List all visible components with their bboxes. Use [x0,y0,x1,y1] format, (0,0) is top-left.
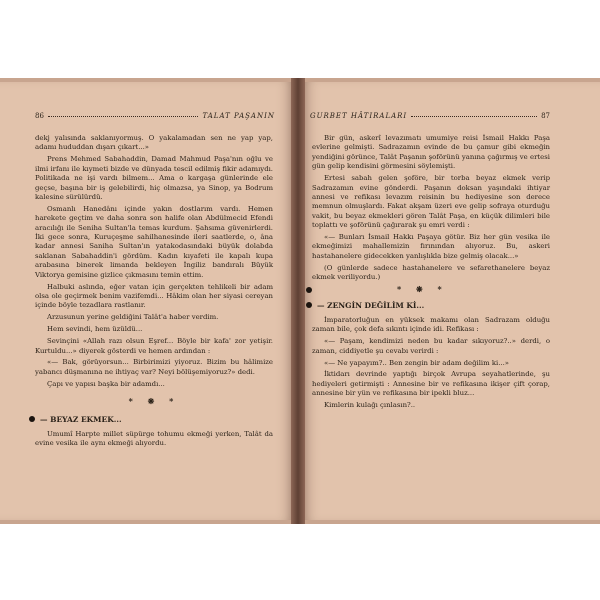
paragraph: Ertesi sabah gelen şoföre, bir torba beyaz ekmek verip Sadrazamın evine gönderdi. Paşanın doksan yaşındaki ihtiyar annesi ve refikası levazım reisinin bu hediyesine son derece memnun olmuşlardı. Fakat akşam üzeri eve gelip sofraya oturduğu vakit, bu beyaz ekmekleri gören Talât Paşa, en küçük dilimleri bile toplattı ve şoförünü çağırarak şu emri verdi : [312,174,550,230]
section-heading [306,285,550,294]
paragraph: «— Paşam, kendimizi neden bu kadar sıkıyoruz?..» derdi, o zaman, ciddiyetle şu cevabı verirdi : [312,337,550,355]
paragraph: «— Bunları İsmail Hakkı Paşaya götür. Biz her gün vesika ile ekmeğimizi mahallemizin fırınından alıyoruz. Bu, askeri hastahanelere gidecekken yanlışlıkla bize gelmiş olacak...» [312,233,550,260]
paragraph: Kimlerin kulağı çınlasın?.. [324,401,416,410]
section-title: — ZENGİN DEĞİLİM Kİ... [317,300,425,310]
paragraph: İmparatorluğun en yüksek makamı olan Sadrazam olduğu zaman bile, çok defa sıkıntı içinde idi. Refikası : [312,315,550,334]
left-page-number: 86 [35,112,44,120]
section-divider-stars: * ❋ * [128,396,180,407]
left-running-title: TALAT PAŞANIN [202,112,275,120]
header-dotted-rule [411,116,537,117]
section-heading [306,301,550,310]
bullet-icon [29,416,35,422]
section-heading [29,415,273,424]
paragraph: Sevinçini «Allah razı olsun Eşref... Böyle bir kafa' zor yetişir. Kurtuldu...» diyerek gösterdi ve hemen ardından : [35,337,273,355]
header-dotted-rule [48,116,199,117]
book-gutter [291,78,305,524]
left-section-paragraphs [35,430,273,449]
paragraph: «— Bak, görüyorsun... Birbirimizi yiyoruz. Bizim bu hâlimize yabancı düşmanına ne ihtiyaç var? Neyi bölüşemiyoruz?» dedi. [35,358,273,376]
paragraph: Prens Mehmed Sabahaddin, Damad Mahmud Paşa'nın oğlu ve ilmi irfanı ile kıymeti bizde ve dünyada tescil edilmiş fikir adamıydı. Politikada ne işi vardı bilmem... Ama o kargaşa günlerinde ele geçse, başına bir iş gelebilirdi, hiç olmazsa, ya Sinop, ya Bodrum kalesine sürülürdü. [35,155,273,201]
paragraph: Çapı ve yapısı başka bir adamdı... [47,379,165,388]
paragraph: İktidarı devrinde yaptığı birçok Avrupa seyahatlerinde, şu hediyeleri getirmişti : Annesine bir ve refikasına ikişer çift çorap, annesine bir yün ve refikasına bir ipekli bluz... [312,370,550,398]
paragraph: Arzusunun yerine geldiğini Talât'a haber verdim. [47,313,219,322]
left-page-header [35,112,275,120]
paragraph: Umumî Harpte millet süpürge tohumu ekmeği yerken, Talât da evine vesika ile aynı ekmeği alıyordu. [35,429,273,448]
paragraph: Hem sevindi, hem üzüldü... [47,325,143,334]
bullet-icon [306,287,312,293]
right-page-body [312,134,550,413]
right-running-title: GURBET HÂTIRALARI [310,112,408,120]
section-title: — BEYAZ EKMEK... [40,414,122,424]
right-page-header [310,112,550,120]
paragraph: «— Ne yapayım?.. Ben zengin bir adam değilim ki...» [324,358,510,367]
paragraph: Bir gün, askerî levazımatı umumiye reisi İsmail Hakkı Paşa evlerine gelmişti. Sadrazamın evinde de bu çamur gibi ekmeğin yendiğini görünce, Talât Paşanın şoförünü yanına çağırmış ve ertesi gün gelip kendisini görmesini söylemişti. [312,134,550,171]
section-divider-stars: * ❋ * [397,284,448,295]
left-paragraphs [35,134,273,389]
book-scan [0,78,600,524]
right-page-number: 87 [541,112,550,120]
right-page [300,82,600,520]
paragraph: dekj yalısında saklanıyormuş. O yakalamadan sen ne yap yap, adamı hududdan dışarı çıkart...» [35,134,273,152]
right-section-paragraphs [312,316,550,411]
left-page [0,82,296,520]
paragraph: Halbuki aslında, eğer vatan için gerçekten tehlikeli bir adam olsa ole geçirmek benim vazifemdi... Hâkim olan her siyasi cereyan içinde böyle tezadlara rastlanır. [35,282,273,310]
left-page-body [35,134,273,451]
right-paragraphs [312,134,550,283]
bullet-icon [306,302,312,308]
paragraph: Osmanlı Hanedânı içinde yakın dostlarım vardı. Hemen harekete geçtim ve daha sonra son halife olan Abdülmecid Efendi aracılığı ile Seniha Sultan'la temas kurdum. Şahsıma güvenirlerdi. İki gece sonra, Kuruçeşme sahilhanesinde ileri saatlerde, o, âna kadar annesi Saniha Sultan'ın yatakodasındaki büyük dolabda saklanan Sabahaddin'i gördüm. Kadın kıyafeti ile kapalı kupa arabasına binerek limanda bekleyen İngiliz bandıralı Büyük Viktorya gemisine gizlice çıkmasını temin ettim. [35,204,273,279]
paragraph: (O günlerde sadece hastahanelere ve sefarethanelere beyaz ekmek veriliyordu.) [312,263,550,282]
